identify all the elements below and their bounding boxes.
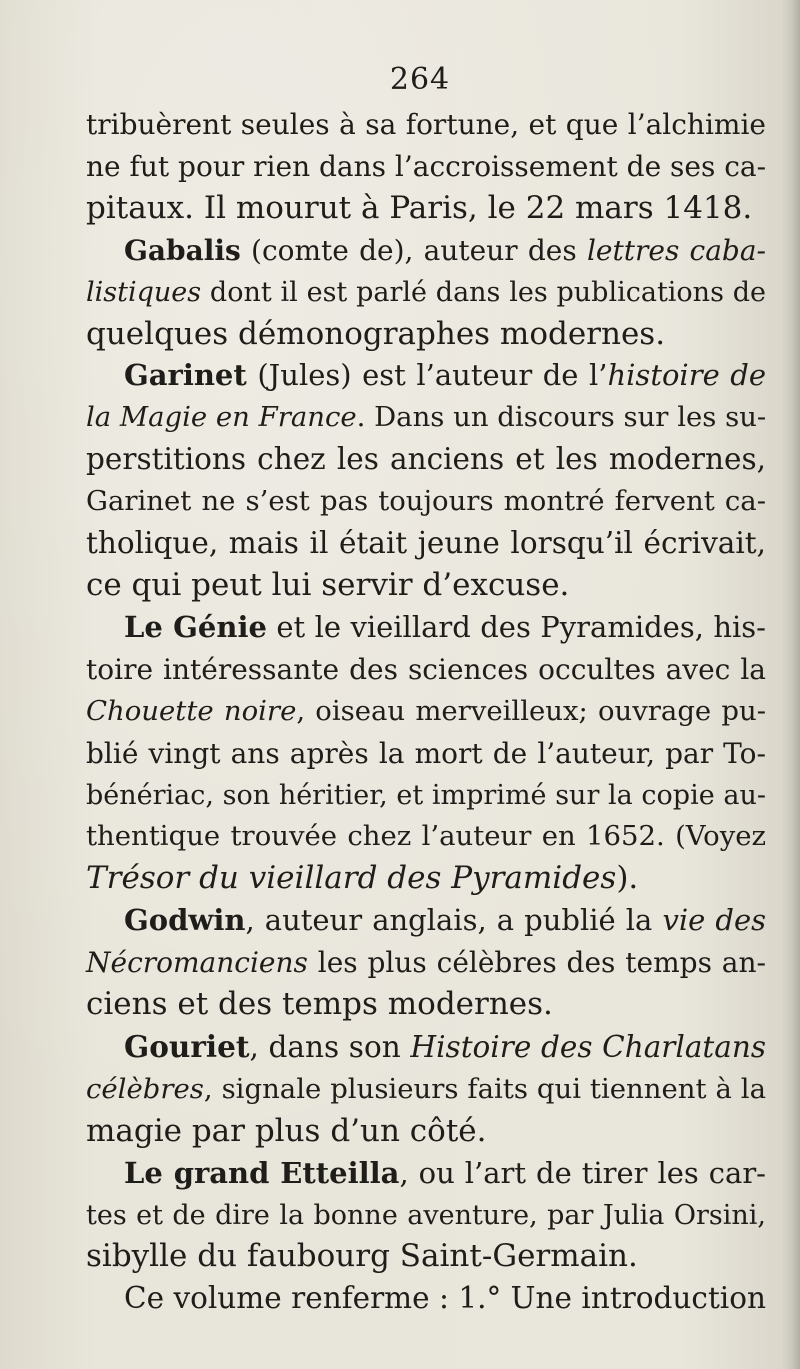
- text-line: Chouette noire, oiseau merveilleux; ouvrage pu-: [86, 694, 766, 727]
- text-line: tholique, mais il était jeune lorsqu’il écrivait,: [86, 526, 766, 561]
- text-line: blié vingt ans après la mort de l’auteur, par To-: [86, 736, 766, 770]
- headword: Gabalis: [124, 233, 241, 267]
- text-line: magie par plus d’un côté.: [86, 1112, 487, 1149]
- text-line: quelques démonographes modernes.: [86, 315, 666, 352]
- entry-gabalis: Gabalis (comte de), auteur des lettres caba-: [124, 233, 766, 267]
- text-line: toire intéressante des sciences occultes avec la: [86, 652, 766, 686]
- text-line: Nécromanciens les plus célèbres des temps an-: [86, 946, 766, 980]
- text-line: bénériac, son héritier, et imprimé sur la copie au-: [86, 779, 766, 811]
- text-line: Ce volume renferme : 1.° Une introduction: [124, 1281, 766, 1316]
- page-number: 264: [389, 62, 451, 97]
- headword: Gouriet: [124, 1028, 250, 1064]
- headword: Godwin: [124, 903, 246, 938]
- text-line: pitaux. Il mourut à Paris, le 22 mars 1418.: [86, 189, 753, 226]
- entry-gouriet: Gouriet, dans son Histoire des Charlatans: [124, 1028, 766, 1064]
- text-line: ce qui peut lui servir d’excuse.: [86, 566, 570, 603]
- text-line: tes et de dire la bonne aventure, par Julia Orsini,: [86, 1199, 766, 1231]
- entry-garinet: Garinet (Jules) est l’auteur de l’histoire de: [124, 358, 766, 393]
- headword: Le grand Etteilla: [124, 1155, 400, 1190]
- headword: Garinet: [124, 358, 247, 393]
- page-edge-shadow: [782, 0, 800, 1369]
- headword: Le Génie: [124, 609, 267, 644]
- text-line: listiques dont il est parlé dans les publications de: [86, 276, 766, 308]
- text-line: la Magie en France. Dans un discours sur les su-: [86, 401, 767, 434]
- text-line: tribuèrent seules à sa fortune, et que l’alchimie: [86, 108, 766, 141]
- text-line: ciens et des temps modernes.: [86, 986, 553, 1023]
- text-line: perstitions chez les anciens et les modernes,: [86, 442, 766, 477]
- text-line: sibylle du faubourg Saint-Germain.: [86, 1238, 638, 1275]
- text-line: célèbres, signale plusieurs faits qui tiennent à la: [86, 1072, 766, 1105]
- text-line: Garinet ne s’est pas toujours montré fervent ca-: [86, 485, 766, 518]
- entry-le-grand-etteilla: Le grand Etteilla, ou l’art de tirer les car-: [124, 1155, 766, 1190]
- entry-godwin: Godwin, auteur anglais, a publié la vie des: [124, 903, 766, 938]
- text-line: ne fut pour rien dans l’accroissement de ses ca-: [86, 149, 767, 183]
- entry-le-genie: Le Génie et le vieillard des Pyramides, his-: [124, 609, 766, 644]
- text-line: thentique trouvée chez l’auteur en 1652. (Voyez: [86, 820, 766, 853]
- text-line: Trésor du vieillard des Pyramides).: [86, 860, 639, 897]
- body-text: [86, 104, 766, 1320]
